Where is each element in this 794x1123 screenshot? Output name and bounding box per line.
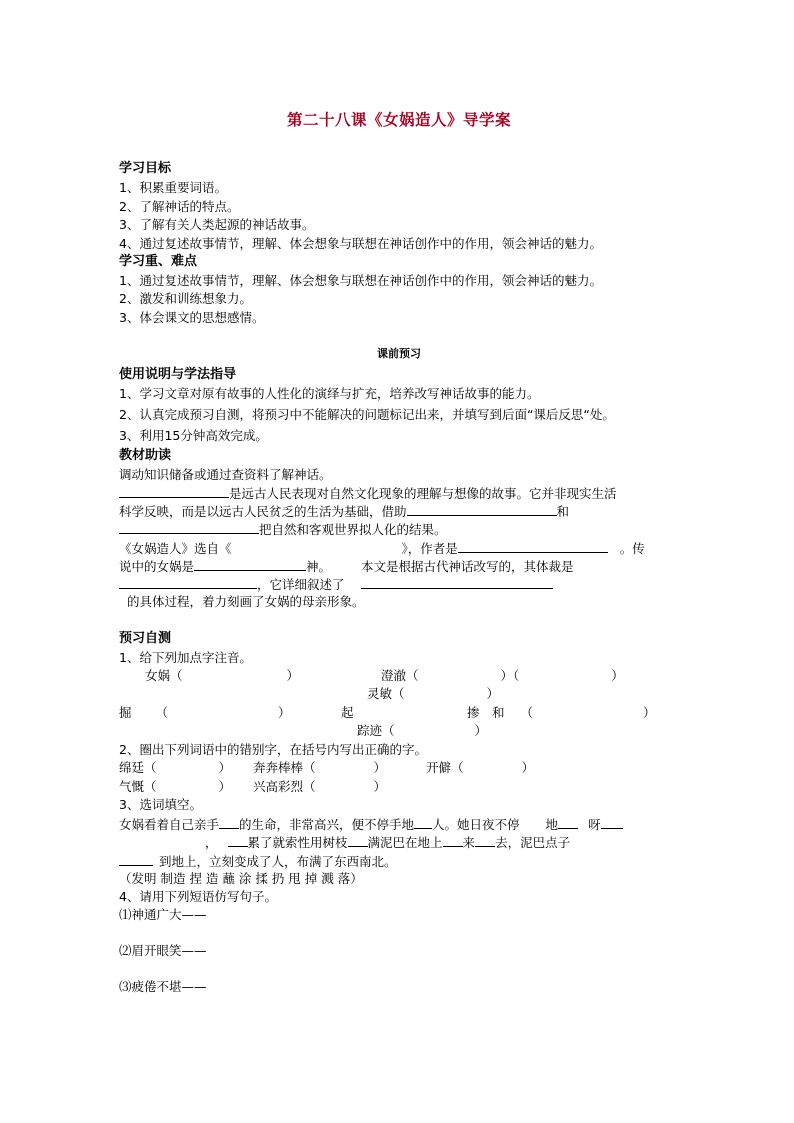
fill-blank[interactable]: [232, 539, 402, 553]
phrase-item-3: ⑶疲倦不堪——: [119, 979, 207, 994]
fill-blank[interactable]: [219, 815, 239, 829]
aid-paragraph-2-line-1: 《女娲造人》选自《 》，作者是 。传: [119, 541, 645, 556]
question-4: 4、请用下列短语仿写句子。: [119, 889, 277, 904]
fill-blank[interactable]: [194, 557, 306, 571]
aid-paragraph-2-line-2: 说中的女娲是 神。 本文是根据古代神话改写的，其体裁是: [119, 559, 574, 574]
pinyin-item-5: 起: [341, 705, 354, 720]
fill-blank[interactable]: [414, 815, 432, 829]
aid-paragraph-1-line-3: 把自然和客观世界拟人化的结果。: [119, 520, 447, 539]
pinyin-item-7: 踪迹（ ）: [357, 723, 488, 738]
goal-item-4: 4、通过复述故事情节，理解、体会想象与联想在神话创作中的作用，领会神话的魅力。: [119, 236, 602, 251]
fill-blank[interactable]: [119, 520, 259, 534]
fill-blank[interactable]: [119, 575, 257, 589]
usage-item-3: 3、利用15分钟高效完成。: [119, 428, 268, 443]
goals-heading: 学习目标: [119, 161, 172, 176]
test-heading: 预习自测: [119, 631, 172, 646]
key-point-item-2: 2、激发和训练想象力。: [119, 291, 252, 306]
usage-heading: 使用说明与学法指导: [119, 367, 237, 382]
fill-blank[interactable]: [119, 484, 229, 498]
pinyin-item-2: 澄澈（ ）（ ）: [381, 668, 624, 683]
aid-paragraph-1-line-2: 科学反映，而是以远古人民贫乏的生活为基础，借助 和: [119, 504, 570, 519]
aid-paragraph-2-line-3: ，它详细叙述了: [119, 575, 553, 594]
pinyin-item-6: 掺 和 （ ）: [467, 705, 656, 720]
fill-blank[interactable]: [348, 833, 368, 847]
fill-blank[interactable]: [119, 852, 153, 866]
aid-intro: 调动知识储备或通过查资料了解神话。: [119, 467, 332, 482]
word-bank: （发明 制造 捏 造 蘸 涂 揉 扔 甩 掉 溅 落）: [119, 871, 363, 886]
preview-heading: 课前预习: [377, 347, 421, 360]
fill-word-line-2: ， 累了就索性用树枝 满泥巴在地上 来 去，泥巴点子: [205, 835, 571, 850]
fill-blank[interactable]: [443, 833, 463, 847]
fill-word-line-1: 女娲看着自己亲手 的生命，非常高兴，便不停手地 人。她日夜不停 地 呀: [119, 815, 623, 834]
pinyin-item-4: 掘 （ ）: [119, 705, 291, 720]
aid-paragraph-2-line-4: 的具体过程，着力刻画了女娲的母亲形象。: [127, 594, 365, 609]
fill-blank[interactable]: [475, 833, 495, 847]
fill-blank[interactable]: [458, 539, 608, 553]
fill-blank[interactable]: [601, 815, 623, 829]
fill-word-line-3: 到地上，立刻变成了人，布满了东西南北。: [119, 852, 397, 871]
pinyin-item-1: 女娲（ ）: [145, 668, 300, 683]
aid-heading: 教材助读: [119, 448, 172, 463]
fill-blank[interactable]: [228, 833, 248, 847]
key-point-item-3: 3、体会课文的思想感情。: [119, 310, 265, 325]
fill-blank[interactable]: [407, 502, 557, 516]
fill-blank[interactable]: [361, 575, 553, 589]
goal-item-2: 2、了解神话的特点。: [119, 199, 240, 214]
fill-blank[interactable]: [558, 815, 578, 829]
question-3: 3、选词填空。: [119, 797, 202, 812]
goal-item-3: 3、了解有关人类起源的神话故事。: [119, 217, 315, 232]
pinyin-item-3: 灵敏（ ）: [367, 686, 500, 701]
question-1: 1、给下列加点字注音。: [119, 650, 252, 665]
typo-row-1: 绵廷（ ） 奔奔棒棒（ ） 开僻（ ）: [119, 760, 535, 775]
phrase-item-1: ⑴神通广大——: [119, 907, 207, 922]
usage-item-1: 1、学习文章对原有故事的人性化的演绎与扩充，培养改写神话故事的能力。: [119, 386, 540, 401]
question-2: 2、圈出下列词语中的错别字，在括号内写出正确的字。: [119, 742, 427, 757]
usage-item-2: 2、认真完成预习自测，将预习中不能解决的问题标记出来，并填写到后面“课后反思“处。: [119, 407, 615, 422]
key-points-heading: 学习重、难点: [119, 254, 198, 269]
key-point-item-1: 1、通过复述故事情节，理解、体会想象与联想在神话创作中的作用，领会神话的魅力。: [119, 273, 602, 288]
page-title: 第二十八课《女娲造人》导学案: [286, 110, 511, 129]
aid-paragraph-1-line-1: 是远古人民表现对自然文化现象的理解与想像的故事。它并非现实生活: [119, 484, 617, 503]
goal-item-1: 1、积累重要词语。: [119, 180, 227, 195]
phrase-item-2: ⑵眉开眼笑——: [119, 943, 207, 958]
typo-row-2: 气慨（ ） 兴高彩烈（ ）: [119, 779, 387, 794]
